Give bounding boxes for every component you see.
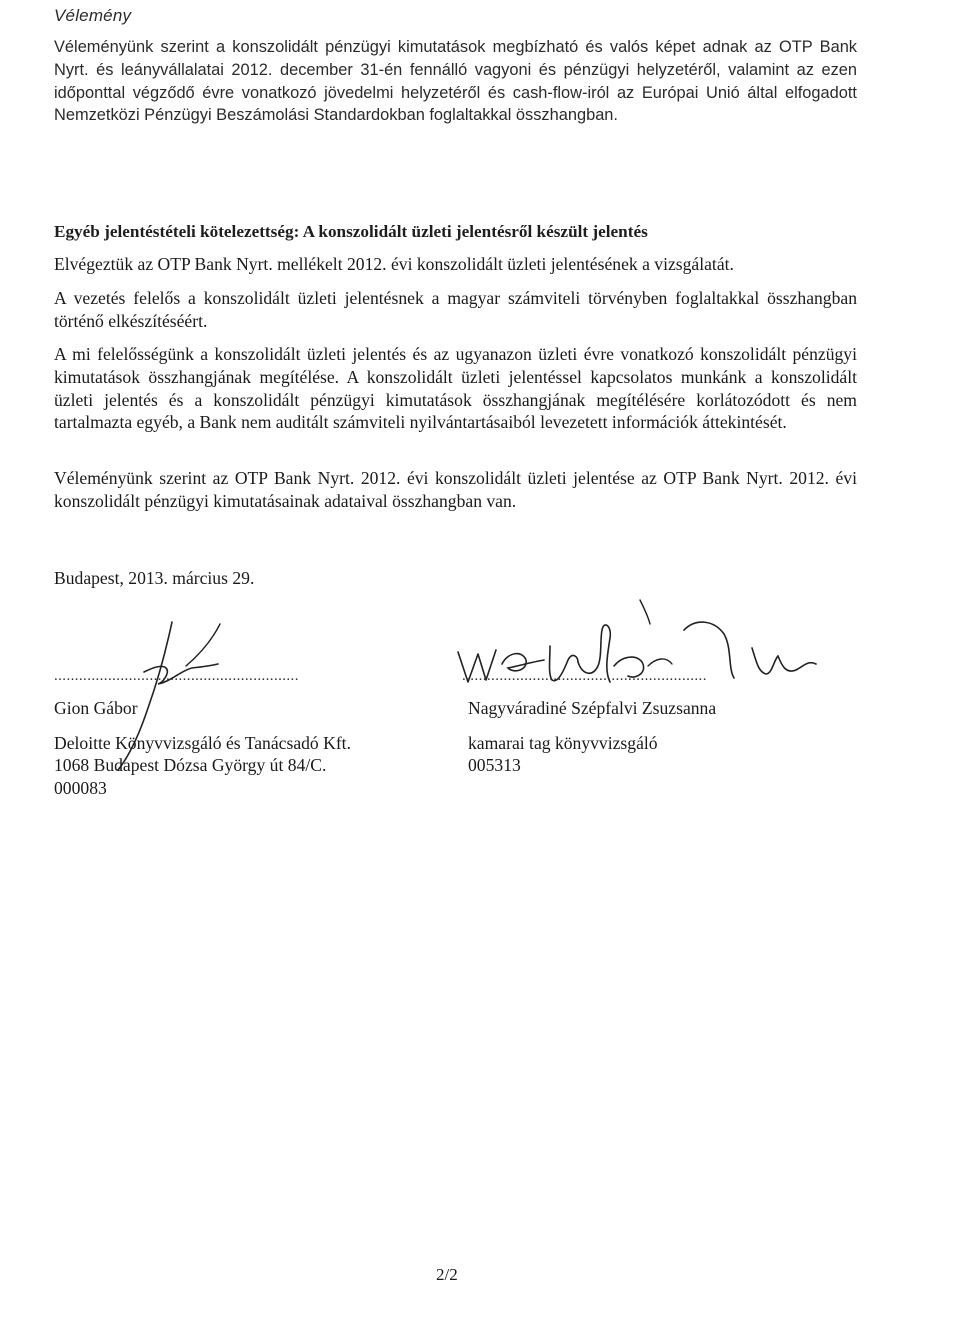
opinion-paragraph: Véleményünk szerint a konszolidált pénzügyi kimutatások megbízható és valós képet adnak az OTP Bank Nyrt. és leányvállalatai 2012. december 31-én fennálló vagyoni és pénzügyi helyzetéről, valamint az ezen időponttal végződő évre vonatkozó jövedelmi helyzetéről és cash-flow-iról az Európai Unió által elfogadott Nemzetközi Pénzügyi Beszámolási Standardokban foglaltakkal összhangban. — [54, 38, 857, 125]
right-signature-line: ........................................................... — [462, 668, 707, 684]
right-signatory-name: Nagyváradiné Szépfalvi Zsuzsanna — [468, 698, 717, 718]
paragraph-3: A mi felelősségünk a konszolidált üzleti jelentés és az ugyanazon üzleti évre vonatkozó konszolidált pénzügyi kimutatások összhangjának megítélése. A konszolidált üzleti jelentéssel kapcsolatos munkánk a konszolidált üzleti jelentés és a konszolidált pénzügyi kimutatások összhangjának megítélésére korlátozódott és nem tartalmazta egyéb, a Bank nem auditált számviteli nyilvántartásaiból levezetett információk áttekintését. — [54, 344, 857, 433]
left-signatory-registration: 000083 — [54, 777, 107, 798]
right-signatory-registration: 005313 — [468, 755, 521, 776]
right-signatory-block — [468, 697, 716, 777]
right-signatory-title: kamarai tag könyvvizsgáló — [468, 732, 658, 753]
left-signatory-company: Deloitte Könyvvizsgáló és Tanácsadó Kft. — [54, 732, 351, 753]
left-signatory-name: Gion Gábor — [54, 698, 138, 718]
paragraph-4: Véleményünk szerint az OTP Bank Nyrt. 2012. évi konszolidált üzleti jelentése az OTP Bank Nyrt. 2012. évi konszolidált pénzügyi kimutatásainak adataival összhangban van. — [54, 468, 857, 511]
left-signatory-address: 1068 Budapest Dózsa György út 84/C. — [54, 755, 327, 776]
section-title: Egyéb jelentéstételi kötelezettség: A konszolidált üzleti jelentésről készült jelentés — [54, 222, 648, 241]
left-signatory-block — [54, 697, 351, 799]
page-number: 2/2 — [436, 1265, 458, 1284]
paragraph-1: Elvégeztük az OTP Bank Nyrt. mellékelt 2012. évi konszolidált üzleti jelentésének a vizsgálatát. — [54, 254, 734, 274]
left-signature-line: ........................................................... — [54, 668, 299, 684]
place-date: Budapest, 2013. március 29. — [54, 568, 255, 588]
section-heading-opinion: Vélemény — [54, 6, 132, 25]
paragraph-2: A vezetés felelős a konszolidált üzleti jelentésnek a magyar számviteli törvényben foglaltakkal összhangban történő elkészítéséért. — [54, 288, 857, 331]
